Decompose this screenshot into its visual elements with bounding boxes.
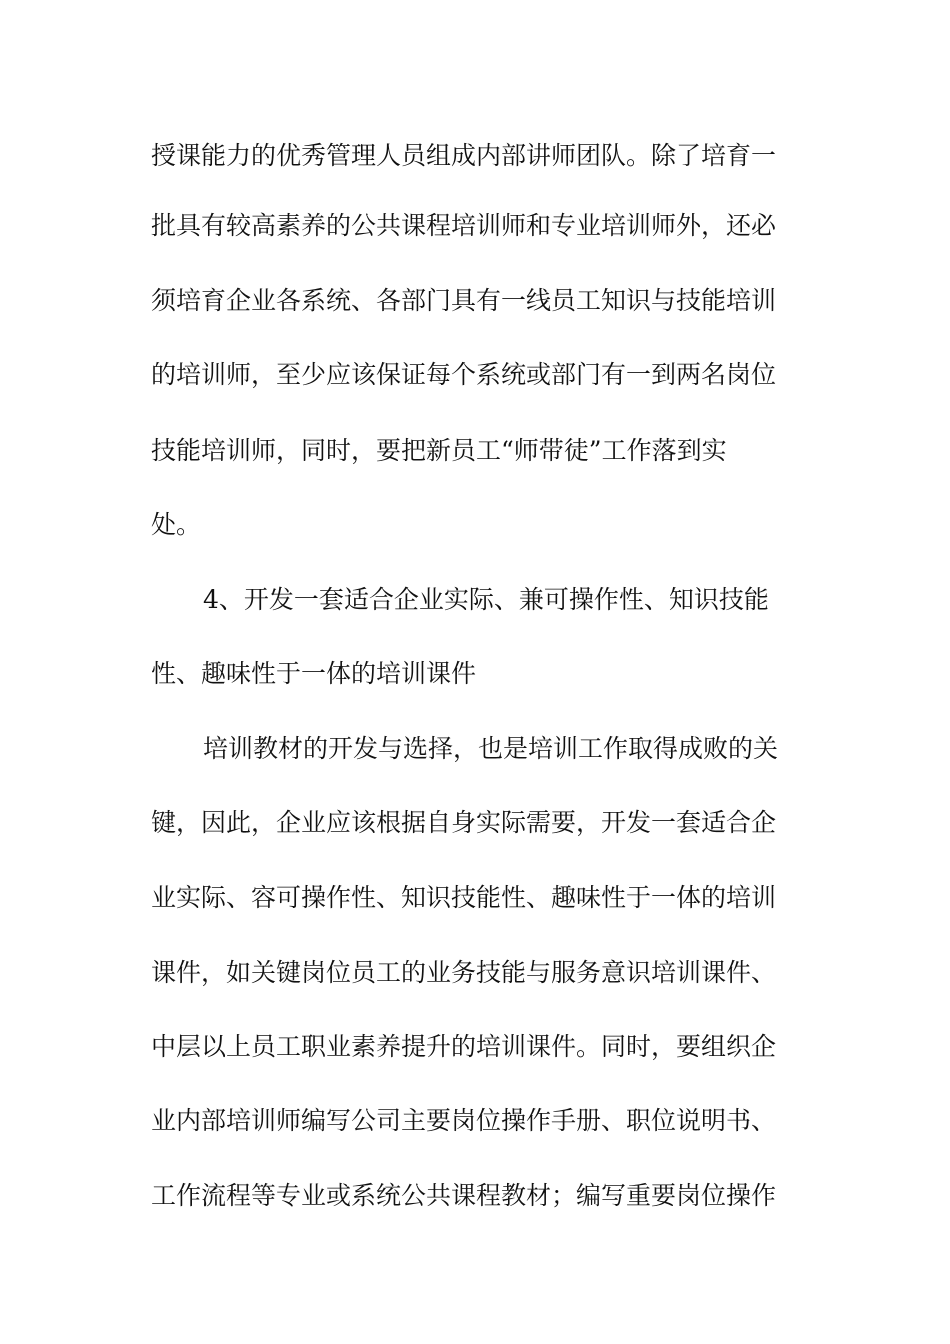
text-line-content: 批具有较高素养的公共课程培训师和专业培训师外，还必 [151, 211, 777, 240]
text-line [0, 136, 950, 176]
text-line-content: 培训教材的开发与选择，也是培训工作取得成败的关 [203, 734, 779, 763]
text-line [0, 1027, 950, 1067]
text-line [0, 355, 950, 395]
text-line-content: 授课能力的优秀管理人员组成内部讲师团队。除了培育一 [151, 141, 777, 170]
text-line [0, 206, 950, 246]
text-line-content: 课件，如关键岗位员工的业务技能与服务意识培训课件、 [151, 958, 777, 987]
text-line-content: 技能培训师，同时，要把新员工“师带徒”工作落到实 [151, 436, 727, 465]
text-line [0, 729, 950, 769]
text-line-content: 业内部培训师编写公司主要岗位操作手册、职位说明书、 [151, 1106, 777, 1135]
text-line [0, 1176, 950, 1216]
text-line-content: 处。 [151, 510, 202, 539]
text-line [0, 281, 950, 321]
section-heading-line [0, 580, 950, 620]
text-line [0, 505, 950, 545]
text-line-content: 须培育企业各系统、各部门具有一线员工知识与技能培训 [151, 286, 777, 315]
section-heading-line [0, 654, 950, 694]
section-heading-text: 4、开发一套适合企业实际、兼可操作性、知识技能 [203, 585, 769, 614]
text-line [0, 953, 950, 993]
section-heading-text: 性、趣味性于一体的培训课件 [151, 659, 477, 688]
text-line-content: 中层以上员工职业素养提升的培训课件。同时，要组织企 [151, 1032, 777, 1061]
text-line [0, 803, 950, 843]
text-line-content: 工作流程等专业或系统公共课程教材；编写重要岗位操作 [151, 1181, 777, 1210]
text-line [0, 1101, 950, 1141]
text-line-content: 键，因此，企业应该根据自身实际需要，开发一套适合企 [151, 808, 777, 837]
text-line-content: 的培训师，至少应该保证每个系统或部门有一到两名岗位 [151, 360, 777, 389]
text-line [0, 878, 950, 918]
text-line [0, 431, 950, 471]
text-line-content: 业实际、容可操作性、知识技能性、趣味性于一体的培训 [151, 883, 777, 912]
